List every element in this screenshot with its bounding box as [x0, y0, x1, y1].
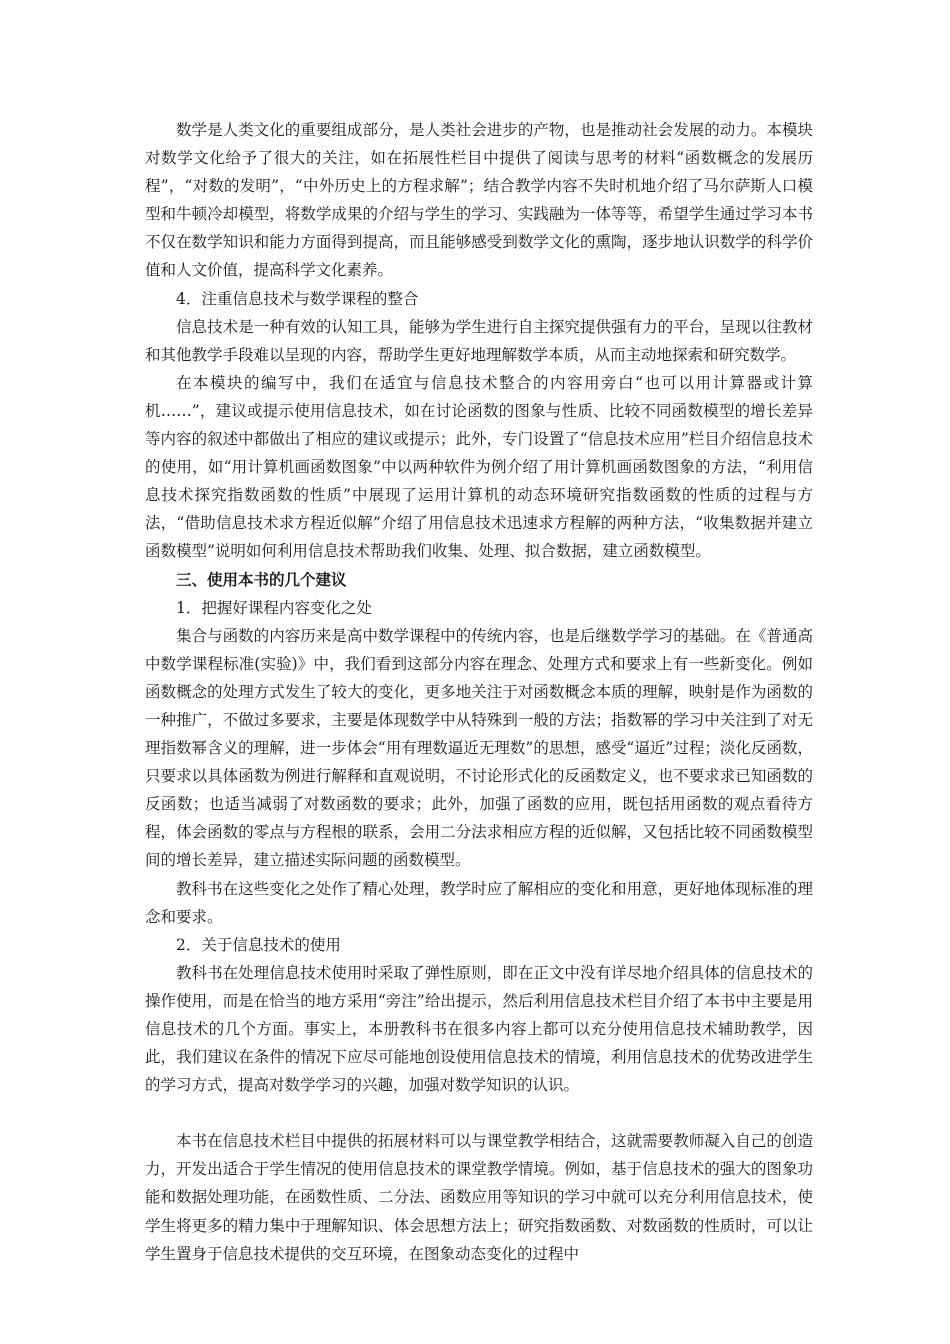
subheading-content-changes: 1．把握好课程内容变化之处 [176, 598, 372, 617]
paragraph-module-writing: 在本模块的编写中，我们在适宜与信息技术整合的内容用旁白“也可以用计算器或计算机……”，建议或提示使用信息技术，如在讨论函数的图象与性质、比较不同函数模型的增长差异等内容的叙述中都做出了相应的建议或提示；此外，专门设置了“信息技术应用”栏目介绍信息技术的使用，如“用计算机画函数图象”中以两种软件为例介绍了用计算机画函数图象的方法，“利用信息技术探究指数函数的性质”中展现了运用计算机的动态环境研究指数函数的性质的过程与方法，“借助信息技术求方程近似解”介绍了用信息技术迅速求方程解的两种方法，“收集数据并建立函数模型”说明如何利用信息技术帮助我们收集、处理、拟合数据，建立函数模型。 [145, 373, 813, 561]
document-body [145, 116, 813, 1268]
paragraph-textbook-handling: 教科书在这些变化之处作了精心处理，教学时应了解相应的变化和用意，更好地体现标准的理念和要求。 [145, 879, 813, 926]
subheading-it-integration: 4．注重信息技术与数学课程的整合 [176, 289, 419, 308]
paragraph-extension-materials: 本书在信息技术栏目中提供的拓展材料可以与课堂教学相结合，这就需要教师凝入自己的创造力，开发出适合于学生情况的使用信息技术的课堂教学情境。例如，基于信息技术的强大的图象功能和数据处理功能，在函数性质、二分法、函数应用等知识的学习中就可以充分利用信息技术，使学生将更多的精力集中于理解知识、体会思想方法上；研究指数函数、对数函数的性质时，可以让学生置身于信息技术提供的交互环境，在图象动态变化的过程中 [145, 1132, 813, 1263]
paragraph-sets-functions: 集合与函数的内容历来是高中数学课程中的传统内容，也是后继数学学习的基础。在《普通高中数学课程标准(实验)》中，我们看到这部分内容在理念、处理方式和要求上有一些新变化。例如函数概念的处理方式发生了较大的变化，更多地关注于对函数概念本质的理解，映射是作为函数的一种推广，不做过多要求，主要是体现数学中从特殊到一般的方法；指数幂的学习中关注到了对无理指数幂含义的理解，进一步体会“用有理数逼近无理数”的思想，感受“逼近”过程；淡化反函数，只要求以具体函数为例进行解释和直观说明，不讨论形式化的反函数定义，也不要求求已知函数的反函数；也适当减弱了对数函数的要求；此外，加强了函数的应用，既包括用函数的观点看待方程，体会函数的零点与方程根的联系，会用二分法求相应方程的近似解，又包括比较不同函数模型间的增长差异，建立描述实际问题的函数模型。 [145, 626, 813, 870]
paragraph-flexibility-principle: 教科书在处理信息技术使用时采取了弹性原则，即在正文中没有详尽地介绍具体的信息技术的操作使用，而是在恰当的地方采用“旁注”给出提示，然后利用信息技术栏目介绍了本书中主要是用信息技术的几个方面。事实上，本册教科书在很多内容上都可以充分使用信息技术辅助教学，因此，我们建议在条件的情况下应尽可能地创设使用信息技术的情境，利用信息技术的优势改进学生的学习方式，提高对数学学习的兴趣，加强对数学知识的认识。 [145, 963, 813, 1095]
section-heading-suggestions: 三、使用本书的几个建议 [176, 569, 347, 589]
paragraph-it-tool: 信息技术是一种有效的认知工具，能够为学生进行自主探究提供强有力的平台，呈现以往教材和其他教学手段难以呈现的内容，帮助学生更好地理解数学本质，从而主动地探索和研究数学。 [145, 317, 813, 364]
subheading-it-usage: 2．关于信息技术的使用 [176, 935, 341, 954]
paragraph-math-culture: 数学是人类文化的重要组成部分，是人类社会进步的产物，也是推动社会发展的动力。本模块对数学文化给予了很大的关注，如在拓展性栏目中提供了阅读与思考的材料“函数概念的发展历程”，“对数的发明”，“中外历史上的方程求解”；结合教学内容不失时机地介绍了马尔萨斯人口模型和牛顿冷却模型，将数学成果的介绍与学生的学习、实践融为一体等等，希望学生通过学习本书不仅在数学知识和能力方面得到提高，而且能够感受到数学文化的熏陶，逐步地认识数学的科学价值和人文价值，提高科学文化素养。 [145, 121, 813, 280]
